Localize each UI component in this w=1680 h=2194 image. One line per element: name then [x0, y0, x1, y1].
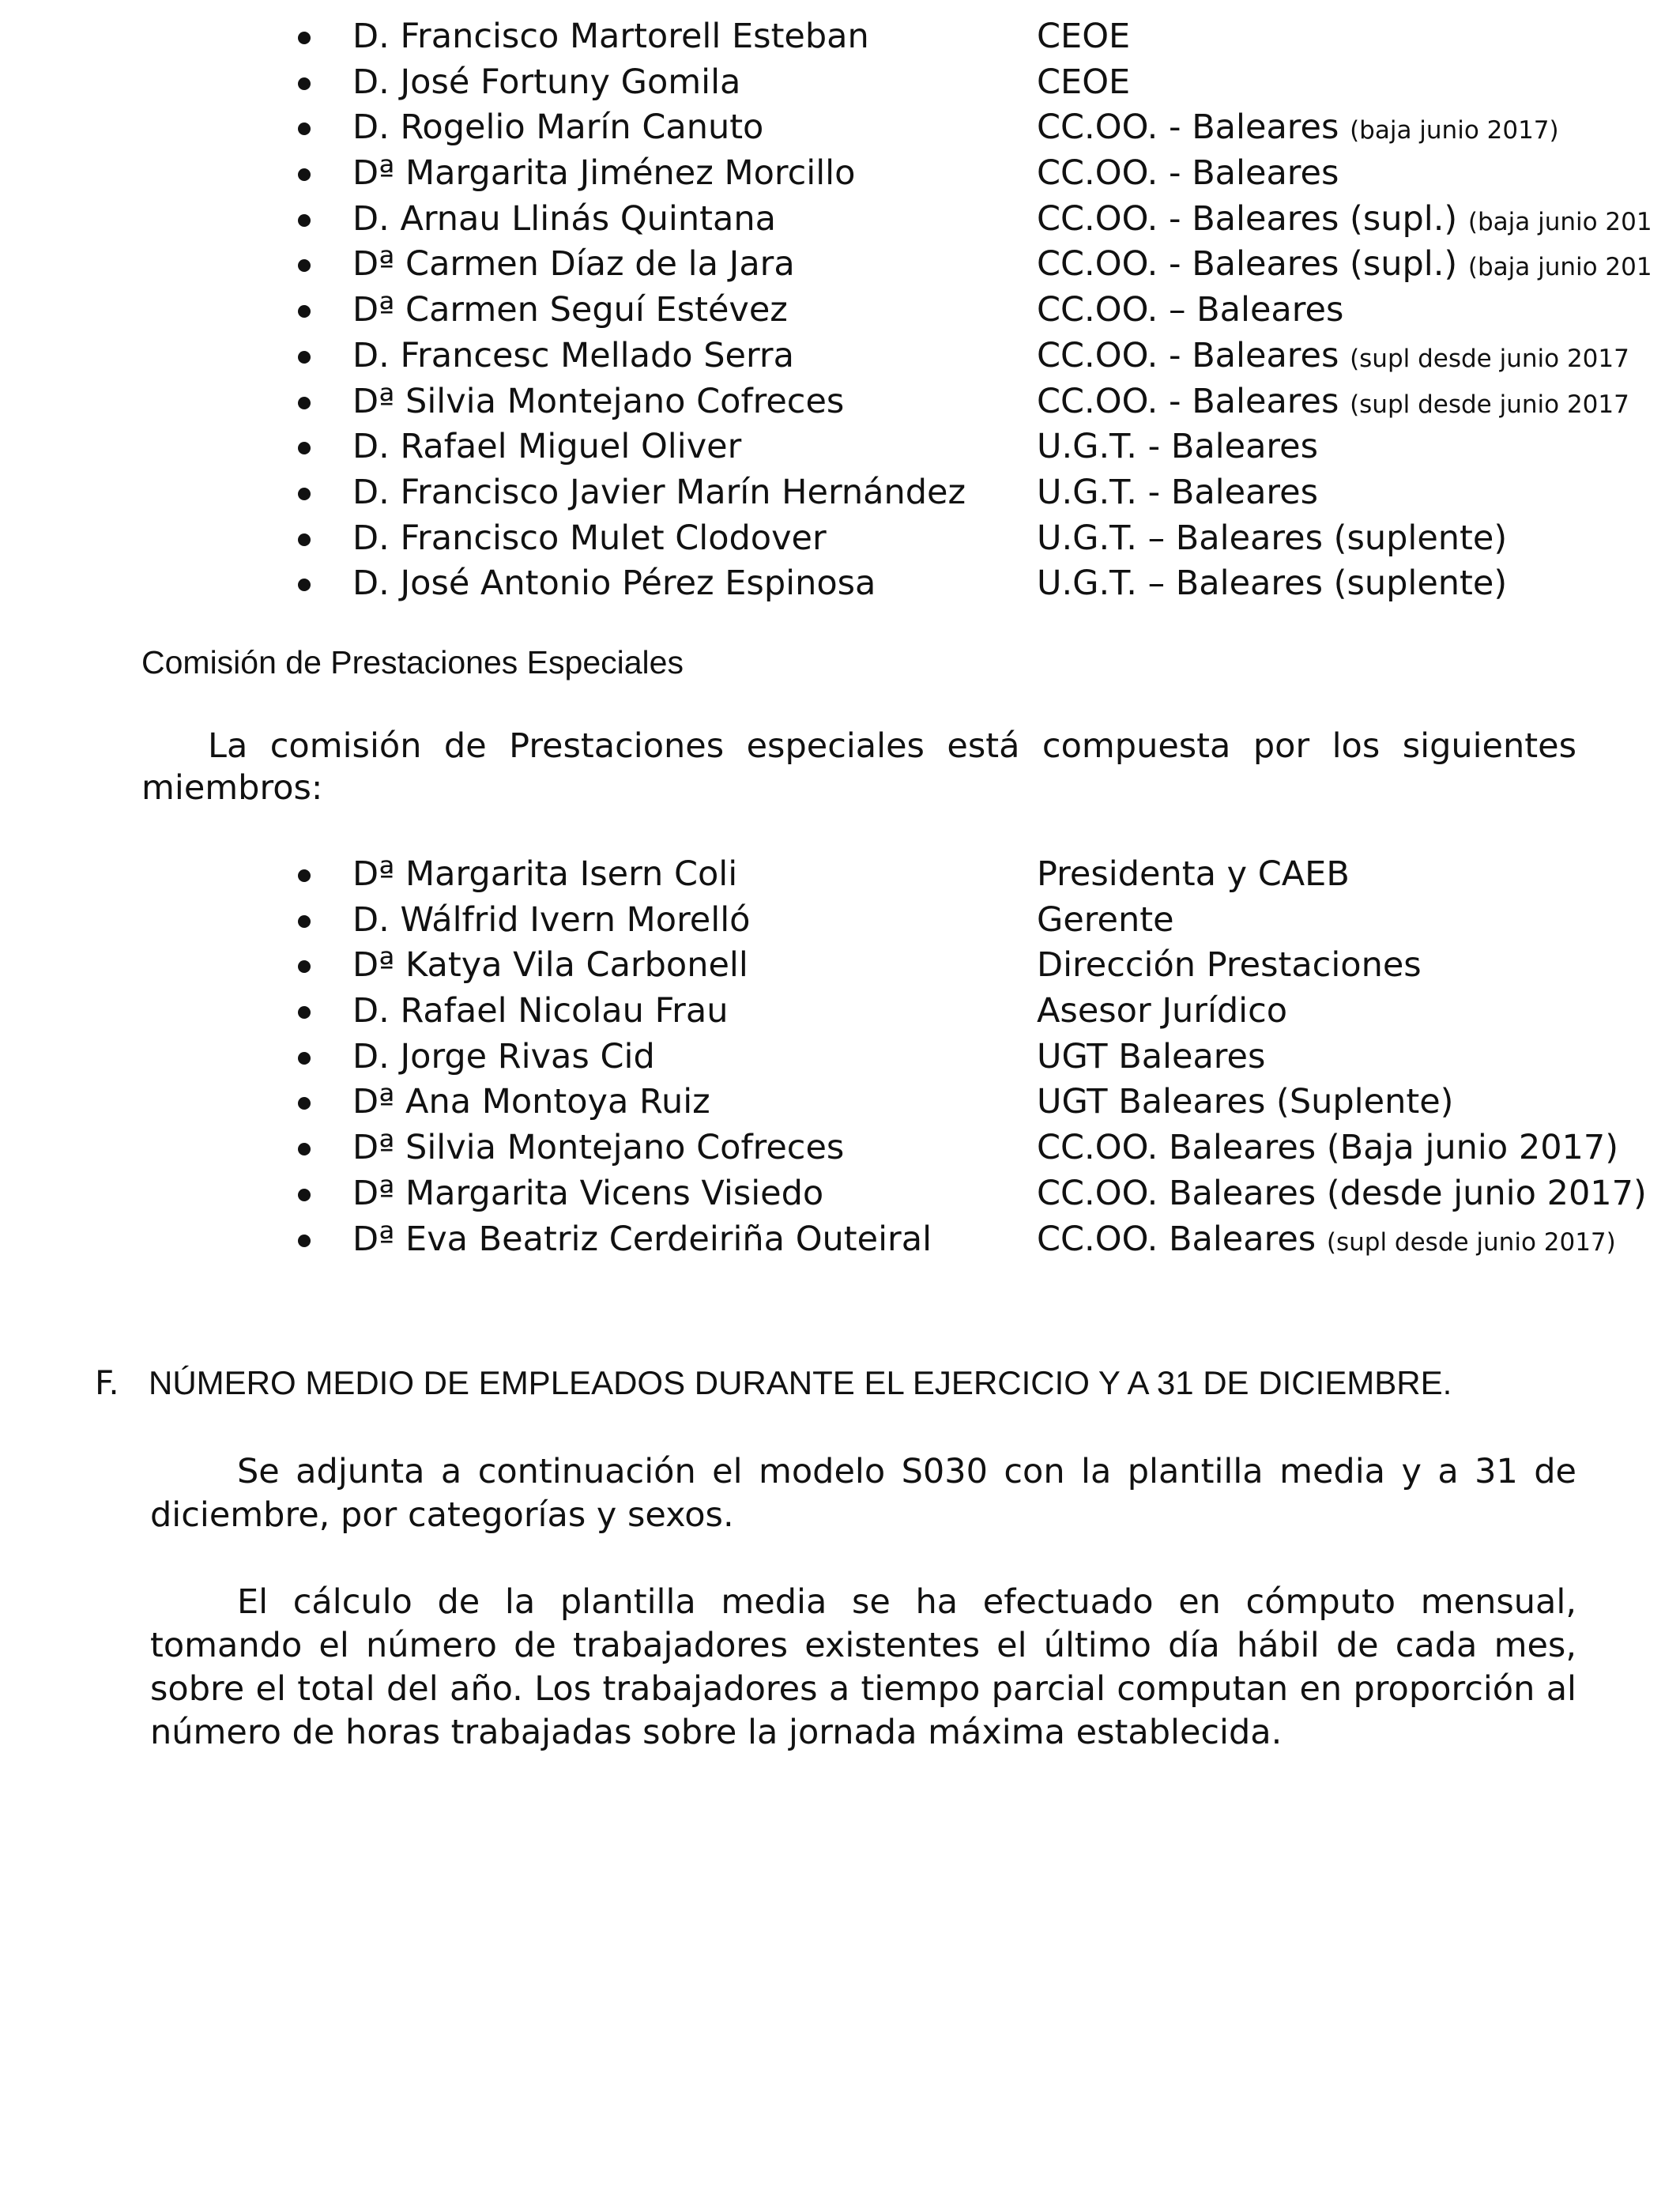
list-item — [0, 989, 1680, 1035]
list-item — [0, 1080, 1680, 1125]
member-name: Dª Silvia Montejano Cofreces — [352, 1128, 845, 1168]
section-f-title — [95, 1359, 1612, 1407]
member-name: D. Francesc Mellado Serra — [352, 335, 794, 375]
member-organization: Gerente — [1037, 899, 1174, 940]
member-name: D. José Antonio Pérez Espinosa — [352, 564, 876, 604]
list-item — [0, 242, 1680, 288]
list-item — [0, 197, 1680, 243]
list-item — [0, 561, 1680, 607]
member-name: D. Rafael Miguel Oliver — [352, 427, 742, 467]
bullet-icon — [298, 1189, 311, 1201]
member-organization: CC.OO. - Baleares (supl.) (baja junio 201 — [1037, 198, 1652, 239]
section-letter: F. — [95, 1363, 119, 1402]
member-list-1 — [0, 14, 1680, 607]
list-item — [0, 379, 1680, 425]
member-name: D. Francisco Javier Marín Hernández — [352, 472, 966, 512]
member-organization: Asesor Jurídico — [1037, 991, 1288, 1031]
member-organization: CC.OO. - Baleares (supl desde junio 2017 — [1037, 335, 1629, 375]
member-note: (supl desde junio 2017 — [1350, 390, 1629, 419]
member-name: Dª Margarita Jiménez Morcillo — [352, 153, 856, 194]
bullet-icon — [298, 1143, 311, 1155]
member-organization: CC.OO. - Baleares (baja junio 2017) — [1037, 107, 1559, 148]
bullet-icon — [298, 1097, 311, 1110]
commission-intro: La comisión de Prestaciones especiales está compuesta por los siguientes miembros: — [141, 726, 1576, 808]
list-item — [0, 1125, 1680, 1171]
list-item — [0, 898, 1680, 944]
bullet-icon — [298, 579, 311, 591]
list-item — [0, 151, 1680, 197]
list-item — [0, 516, 1680, 562]
member-name: Dª Katya Vila Carbonell — [352, 945, 748, 986]
member-organization: U.G.T. - Baleares — [1037, 472, 1319, 512]
member-name: Dª Carmen Díaz de la Jara — [352, 244, 795, 285]
member-organization: UGT Baleares (Suplente) — [1037, 1082, 1454, 1122]
list-item — [0, 60, 1680, 106]
member-name: D. Francisco Mulet Clodover — [352, 518, 827, 558]
member-name: Dª Carmen Seguí Estévez — [352, 290, 788, 330]
commission-heading: Comisión de Prestaciones Especiales — [141, 644, 684, 680]
bullet-icon — [298, 1006, 311, 1019]
member-name: D. Jorge Rivas Cid — [352, 1036, 655, 1076]
list-item — [0, 943, 1680, 989]
section-f-paragraph-1: Se adjunta a continuación el modelo S030 con la plantilla media y a 31 de diciembre, por categorías y sexos. — [150, 1452, 1576, 1535]
bullet-icon — [298, 397, 311, 409]
member-organization: CC.OO. – Baleares — [1037, 290, 1344, 330]
member-organization: U.G.T. – Baleares (suplente) — [1037, 518, 1508, 558]
member-organization: Presidenta y CAEB — [1037, 854, 1350, 894]
member-name: D. Rafael Nicolau Frau — [352, 991, 729, 1031]
bullet-icon — [298, 168, 311, 181]
member-name: Dª Silvia Montejano Cofreces — [352, 381, 845, 421]
bullet-icon — [298, 442, 311, 454]
member-organization: CC.OO. Baleares (supl desde junio 2017) — [1037, 1219, 1616, 1259]
section-f-paragraph-2: El cálculo de la plantilla media se ha efectuado en cómputo mensual, tomando el número de trabajadores existentes el último día hábil de cada mes, sobre el total del año. Los trabajadores a tiempo parcial computan en proporción al número de horas trabajadas sobre la jornada máxima establecida. — [150, 1582, 1576, 1752]
member-organization: CC.OO. - Baleares (supl desde junio 2017 — [1037, 381, 1629, 421]
member-name: D. José Fortuny Gomila — [352, 62, 741, 102]
list-item — [0, 288, 1680, 334]
member-name: Dª Margarita Vicens Visiedo — [352, 1173, 824, 1213]
list-item — [0, 852, 1680, 898]
bullet-icon — [298, 259, 311, 272]
bullet-icon — [298, 1235, 311, 1247]
bullet-icon — [298, 869, 311, 882]
member-organization: CC.OO. Baleares (Baja junio 2017) — [1037, 1128, 1619, 1168]
member-note: (supl desde junio 2017) — [1326, 1227, 1616, 1257]
bullet-icon — [298, 915, 311, 928]
bullet-icon — [298, 77, 311, 90]
member-organization: U.G.T. – Baleares (suplente) — [1037, 564, 1508, 604]
bullet-icon — [298, 123, 311, 135]
bullet-icon — [298, 1052, 311, 1065]
member-note: (baja junio 201 — [1467, 207, 1652, 236]
list-item — [0, 105, 1680, 151]
member-name: D. Wálfrid Ivern Morelló — [352, 899, 751, 940]
bullet-icon — [298, 488, 311, 500]
member-name: D. Francisco Martorell Esteban — [352, 17, 869, 56]
member-list-2 — [0, 852, 1680, 1262]
bullet-icon — [298, 305, 311, 318]
member-organization: CC.OO. - Baleares (supl.) (baja junio 201 — [1037, 244, 1652, 285]
member-note: (supl desde junio 2017 — [1350, 344, 1629, 373]
member-organization: U.G.T. - Baleares — [1037, 427, 1319, 467]
member-name: Dª Ana Montoya Ruiz — [352, 1082, 710, 1122]
list-item — [0, 1171, 1680, 1217]
list-item — [0, 1217, 1680, 1263]
bullet-icon — [298, 533, 311, 546]
member-organization: CC.OO. - Baleares — [1037, 153, 1339, 194]
member-organization: Dirección Prestaciones — [1037, 945, 1422, 986]
member-organization: CEOE — [1037, 62, 1131, 102]
member-name: Dª Margarita Isern Coli — [352, 854, 738, 894]
list-item — [0, 334, 1680, 379]
member-note: (baja junio 2017) — [1350, 116, 1559, 145]
member-organization: UGT Baleares — [1037, 1036, 1266, 1076]
member-organization: CC.OO. Baleares (desde junio 2017) — [1037, 1173, 1647, 1213]
member-name: D. Arnau Llinás Quintana — [352, 198, 776, 239]
bullet-icon — [298, 214, 311, 227]
member-organization: CEOE — [1037, 17, 1131, 56]
list-item — [0, 1035, 1680, 1080]
member-note: (baja junio 201 — [1467, 253, 1652, 282]
section-title-text: NÚMERO MEDIO DE EMPLEADOS DURANTE EL EJERCICIO Y A 31 DE DICIEMBRE. — [149, 1364, 1452, 1401]
list-item — [0, 470, 1680, 516]
bullet-icon — [298, 351, 311, 364]
list-item — [0, 14, 1680, 60]
member-name: D. Rogelio Marín Canuto — [352, 107, 764, 148]
member-name: Dª Eva Beatriz Cerdeiriña Outeiral — [352, 1219, 932, 1259]
list-item — [0, 424, 1680, 470]
bullet-icon — [298, 32, 311, 44]
bullet-icon — [298, 960, 311, 973]
